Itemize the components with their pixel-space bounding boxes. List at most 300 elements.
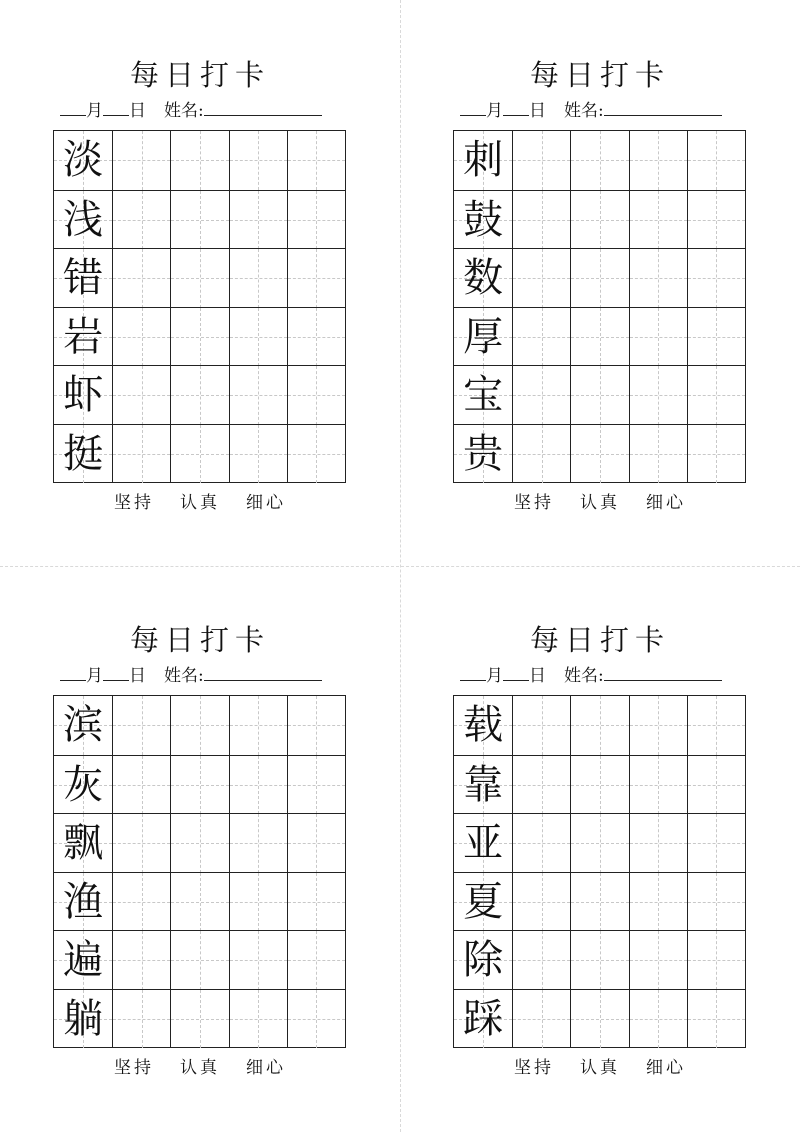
practice-cell[interactable] [687,308,745,367]
guide-line-horizontal [513,1019,570,1020]
model-character: 靠 [463,761,504,808]
practice-cell[interactable] [112,814,170,873]
practice-cell[interactable] [112,308,170,367]
model-character: 刺 [463,137,504,184]
guide-line-horizontal [630,395,687,396]
guide-line-horizontal [688,454,745,455]
month-label: 月 [86,101,103,121]
guide-line-horizontal [513,220,570,221]
practice-cell[interactable] [287,425,345,484]
motto [50,491,350,515]
day-blank[interactable] [103,95,129,116]
motto [450,1056,750,1080]
guide-line-horizontal [288,220,345,221]
practice-cell[interactable] [512,873,570,932]
guide-line-horizontal [171,395,228,396]
guide-line-horizontal [288,725,345,726]
guide-line-horizontal [571,395,628,396]
guide-line-horizontal [688,1019,745,1020]
date-name-line [460,95,750,123]
model-character-cell [454,873,512,932]
guide-line-horizontal [230,395,287,396]
motto-word: 认真 [580,1058,620,1078]
practice-cell[interactable] [687,249,745,308]
practice-cell[interactable] [570,814,628,873]
practice-cell[interactable] [170,131,228,190]
guide-line-horizontal [571,278,628,279]
day-blank[interactable] [103,660,129,681]
name-blank[interactable] [604,660,722,681]
guide-line-horizontal [513,902,570,903]
guide-line-horizontal [513,454,570,455]
practice-cell[interactable] [112,873,170,932]
guide-line-horizontal [630,960,687,961]
practice-cell[interactable] [570,308,628,367]
grid-row [54,696,345,755]
practice-cell[interactable] [687,873,745,932]
writing-grid [53,695,346,1048]
model-character: 挺 [63,430,104,477]
month-blank[interactable] [60,95,86,116]
model-character-cell [454,308,512,367]
practice-cell[interactable] [512,366,570,425]
practice-card [450,620,750,1120]
practice-cell[interactable] [570,990,628,1049]
practice-cell[interactable] [570,249,628,308]
grid-row [454,813,745,873]
month-label: 月 [86,666,103,686]
month-label: 月 [486,666,503,686]
grid-row [454,365,745,425]
model-character-cell [454,990,512,1049]
practice-cell[interactable] [629,931,687,990]
practice-cell[interactable] [287,191,345,250]
practice-cell[interactable] [687,814,745,873]
date-name-line [60,660,350,688]
guide-line-horizontal [288,960,345,961]
practice-cell[interactable] [112,366,170,425]
grid-row [54,190,345,250]
practice-cell[interactable] [112,425,170,484]
practice-cell[interactable] [112,249,170,308]
day-blank[interactable] [503,660,529,681]
model-character-cell [54,931,112,990]
practice-cell[interactable] [170,308,228,367]
guide-line-horizontal [171,454,228,455]
practice-cell[interactable] [570,873,628,932]
practice-cell[interactable] [112,756,170,815]
model-character: 遍 [63,937,104,984]
grid-row [454,755,745,815]
guide-line-horizontal [113,960,170,961]
model-character: 浅 [63,196,104,243]
practice-cell[interactable] [229,249,287,308]
practice-cell[interactable] [229,191,287,250]
grid-row [454,930,745,990]
guide-line-horizontal [288,785,345,786]
practice-cell[interactable] [170,249,228,308]
practice-cell[interactable] [570,131,628,190]
grid-row [54,365,345,425]
model-character-cell [54,366,112,425]
practice-cell[interactable] [229,873,287,932]
guide-line-horizontal [288,278,345,279]
guide-line-horizontal [571,725,628,726]
practice-cell[interactable] [170,873,228,932]
guide-line-horizontal [171,960,228,961]
practice-cell[interactable] [512,308,570,367]
guide-line-horizontal [513,960,570,961]
name-label: 姓名: [564,666,604,686]
practice-cell[interactable] [512,931,570,990]
practice-card [450,55,750,555]
guide-line-horizontal [288,902,345,903]
guide-line-horizontal [630,1019,687,1020]
guide-line-horizontal [288,395,345,396]
guide-line-horizontal [171,725,228,726]
guide-line-horizontal [513,160,570,161]
guide-line-horizontal [688,960,745,961]
model-character: 厚 [463,313,504,360]
practice-cell[interactable] [287,931,345,990]
guide-line-horizontal [688,278,745,279]
model-character: 载 [463,702,504,749]
writing-grid [453,695,746,1048]
guide-line-horizontal [630,843,687,844]
model-character: 躺 [63,995,104,1042]
guide-line-horizontal [230,725,287,726]
practice-cell[interactable] [287,131,345,190]
practice-cell[interactable] [512,249,570,308]
practice-cell[interactable] [570,425,628,484]
name-blank[interactable] [604,95,722,116]
motto [450,491,750,515]
guide-line-horizontal [571,1019,628,1020]
practice-cell[interactable] [287,756,345,815]
motto-word: 坚持 [114,1058,154,1078]
practice-cell[interactable] [570,366,628,425]
guide-line-horizontal [113,725,170,726]
practice-cell[interactable] [287,873,345,932]
guide-line-horizontal [230,337,287,338]
practice-cell[interactable] [229,308,287,367]
motto-word: 认真 [580,493,620,513]
practice-cell[interactable] [629,425,687,484]
month-blank[interactable] [460,660,486,681]
month-label: 月 [486,101,503,121]
guide-line-horizontal [288,1019,345,1020]
date-name-line [460,660,750,688]
practice-cell[interactable] [112,131,170,190]
guide-line-horizontal [113,278,170,279]
guide-line-horizontal [230,1019,287,1020]
guide-line-horizontal [630,337,687,338]
practice-cell[interactable] [229,814,287,873]
practice-cell[interactable] [629,814,687,873]
practice-cell[interactable] [170,814,228,873]
practice-cell[interactable] [570,696,628,755]
model-character: 滨 [63,702,104,749]
practice-cell[interactable] [629,873,687,932]
model-character: 宝 [463,372,504,419]
guide-line-horizontal [230,960,287,961]
guide-line-horizontal [230,160,287,161]
guide-line-horizontal [513,278,570,279]
grid-row [54,813,345,873]
model-character-cell [54,873,112,932]
guide-line-horizontal [513,785,570,786]
guide-line-horizontal [113,1019,170,1020]
guide-line-horizontal [230,220,287,221]
guide-line-horizontal [113,395,170,396]
date-name-line [60,95,350,123]
model-character-cell [54,425,112,484]
practice-cell[interactable] [512,696,570,755]
model-character-cell [454,931,512,990]
guide-line-horizontal [513,337,570,338]
motto [50,1056,350,1080]
practice-cell[interactable] [112,696,170,755]
practice-cell[interactable] [512,191,570,250]
model-character: 错 [63,255,104,302]
model-character-cell [454,696,512,755]
model-character-cell [454,131,512,190]
practice-cell[interactable] [687,366,745,425]
practice-cell[interactable] [229,425,287,484]
guide-line-horizontal [230,785,287,786]
guide-line-horizontal [688,337,745,338]
day-label: 日 [529,666,546,686]
month-blank[interactable] [60,660,86,681]
grid-row [54,131,345,190]
guide-line-horizontal [230,454,287,455]
practice-cell[interactable] [512,425,570,484]
practice-cell[interactable] [687,425,745,484]
model-character-cell [54,308,112,367]
guide-line-horizontal [688,843,745,844]
practice-cell[interactable] [512,756,570,815]
grid-row [54,989,345,1049]
grid-row [454,190,745,250]
guide-line-horizontal [113,785,170,786]
practice-cell[interactable] [687,756,745,815]
model-character-cell [454,756,512,815]
model-character-cell [454,191,512,250]
practice-cell[interactable] [112,931,170,990]
guide-line-horizontal [288,160,345,161]
guide-line-horizontal [171,785,228,786]
cut-line-horizontal [0,566,800,567]
practice-cell[interactable] [687,696,745,755]
guide-line-horizontal [113,902,170,903]
practice-cell[interactable] [512,814,570,873]
grid-row [54,424,345,484]
guide-line-horizontal [230,902,287,903]
writing-grid [453,130,746,483]
name-blank[interactable] [204,95,322,116]
day-label: 日 [529,101,546,121]
practice-cell[interactable] [629,249,687,308]
model-character: 亚 [463,820,504,867]
practice-card [50,55,350,555]
grid-row [54,307,345,367]
practice-cell[interactable] [687,131,745,190]
guide-line-horizontal [630,278,687,279]
motto-word: 认真 [180,1058,220,1078]
guide-line-horizontal [113,454,170,455]
practice-cell[interactable] [629,308,687,367]
model-character-cell [54,696,112,755]
practice-cell[interactable] [170,756,228,815]
guide-line-horizontal [171,902,228,903]
guide-line-horizontal [571,902,628,903]
model-character: 贵 [463,430,504,477]
model-character-cell [454,249,512,308]
practice-cell[interactable] [287,696,345,755]
guide-line-horizontal [288,454,345,455]
practice-cell[interactable] [512,990,570,1049]
practice-cell[interactable] [170,191,228,250]
model-character: 鼓 [463,196,504,243]
model-character-cell [54,249,112,308]
guide-line-horizontal [571,843,628,844]
motto-word: 坚持 [114,493,154,513]
motto-word: 坚持 [514,493,554,513]
model-character-cell [454,366,512,425]
practice-cell[interactable] [287,814,345,873]
grid-row [454,248,745,308]
day-blank[interactable] [503,95,529,116]
practice-cell[interactable] [512,131,570,190]
motto-word: 坚持 [514,1058,554,1078]
model-character: 渔 [63,878,104,925]
model-character: 除 [463,937,504,984]
practice-cell[interactable] [229,696,287,755]
practice-cell[interactable] [687,191,745,250]
guide-line-horizontal [571,160,628,161]
guide-line-horizontal [171,1019,228,1020]
practice-cell[interactable] [629,696,687,755]
card-title: 每日打卡 [129,58,270,92]
day-label: 日 [129,666,146,686]
name-label: 姓名: [564,101,604,121]
practice-cell[interactable] [229,990,287,1049]
guide-line-horizontal [630,454,687,455]
motto-word: 细心 [246,1058,286,1078]
guide-line-horizontal [513,843,570,844]
model-character-cell [54,756,112,815]
practice-cell[interactable] [629,191,687,250]
guide-line-horizontal [630,220,687,221]
practice-cell[interactable] [287,990,345,1049]
model-character-cell [54,814,112,873]
practice-cell[interactable] [170,696,228,755]
model-character: 虾 [63,372,104,419]
practice-cell[interactable] [170,425,228,484]
guide-line-horizontal [630,902,687,903]
guide-line-horizontal [630,160,687,161]
practice-cell[interactable] [170,990,228,1049]
model-character-cell [454,814,512,873]
guide-line-horizontal [171,220,228,221]
guide-line-horizontal [171,843,228,844]
grid-row [54,872,345,932]
guide-line-horizontal [688,725,745,726]
guide-line-horizontal [688,160,745,161]
practice-cell[interactable] [629,756,687,815]
grid-row [454,989,745,1049]
practice-cell[interactable] [229,931,287,990]
name-blank[interactable] [204,660,322,681]
guide-line-horizontal [571,454,628,455]
guide-line-horizontal [630,785,687,786]
practice-cell[interactable] [229,756,287,815]
practice-cell[interactable] [287,366,345,425]
practice-cell[interactable] [287,308,345,367]
practice-cell[interactable] [229,131,287,190]
model-character: 灰 [63,761,104,808]
guide-line-horizontal [571,220,628,221]
motto-word: 细心 [646,493,686,513]
model-character: 淡 [63,137,104,184]
grid-row [454,131,745,190]
practice-cell[interactable] [687,931,745,990]
practice-cell[interactable] [629,366,687,425]
guide-line-horizontal [513,725,570,726]
practice-card [50,620,350,1120]
guide-line-horizontal [288,843,345,844]
guide-line-horizontal [630,725,687,726]
motto-word: 细心 [246,493,286,513]
model-character: 数 [463,255,504,302]
guide-line-horizontal [171,337,228,338]
practice-cell[interactable] [287,249,345,308]
guide-line-horizontal [171,160,228,161]
guide-line-horizontal [688,395,745,396]
model-character: 踩 [463,995,504,1042]
practice-cell[interactable] [570,191,628,250]
motto-word: 细心 [646,1058,686,1078]
practice-cell[interactable] [229,366,287,425]
practice-cell[interactable] [170,931,228,990]
writing-grid [53,130,346,483]
practice-cell[interactable] [570,931,628,990]
practice-cell[interactable] [112,990,170,1049]
guide-line-horizontal [171,278,228,279]
practice-cell[interactable] [570,756,628,815]
model-character: 岩 [63,313,104,360]
grid-row [454,872,745,932]
practice-cell[interactable] [629,131,687,190]
model-character: 飘 [63,820,104,867]
practice-cell[interactable] [687,990,745,1049]
guide-line-horizontal [288,337,345,338]
model-character-cell [54,990,112,1049]
grid-row [54,248,345,308]
card-title: 每日打卡 [129,623,270,657]
guide-line-horizontal [688,785,745,786]
grid-row [454,307,745,367]
month-blank[interactable] [460,95,486,116]
practice-cell[interactable] [170,366,228,425]
card-title: 每日打卡 [529,623,670,657]
guide-line-horizontal [571,337,628,338]
practice-cell[interactable] [112,191,170,250]
guide-line-horizontal [113,843,170,844]
guide-line-horizontal [571,785,628,786]
guide-line-horizontal [688,220,745,221]
practice-cell[interactable] [629,990,687,1049]
